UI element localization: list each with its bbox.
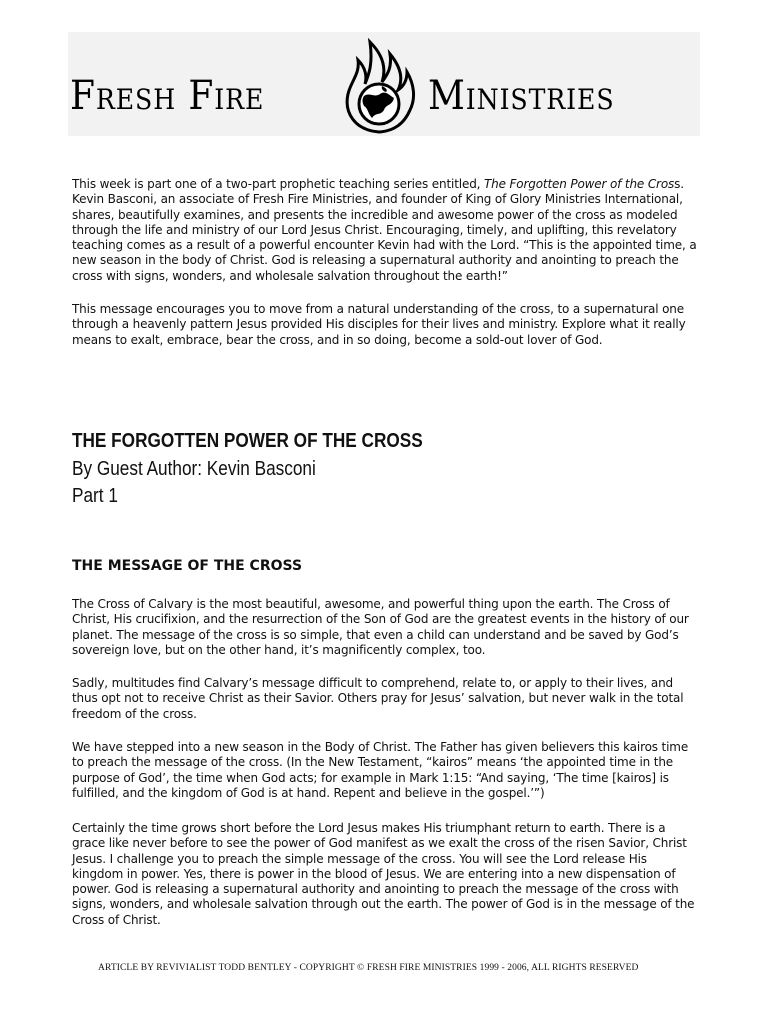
- logo-text-right: Ministries: [428, 73, 615, 119]
- series-title: The Forgotten Power of the Cros: [483, 177, 675, 191]
- body-paragraph: Sadly, multitudes find Calvary’s message difficult to comprehend, relate to, or apply to their lives, and thus opt not to receive Christ as their Savior. Others pray for Jesus’ salvation, but never walk in the total freedom of the cross.: [72, 676, 684, 721]
- body-paragraph: Certainly the time grows short before the Lord Jesus makes His triumphant return to earth. There is a grace like never before to see the power of God manifest as we exalt the cross of the risen Savior, Christ Jesus. I challenge you to preach the simple message of the cross. You will see the Lord release His kingdom in power. Yes, there is power in the blood of Jesus. We are entering into a new dispensation of power. God is releasing a supernatural authority and anointing to preach the message of the cross with signs, wonders, and wholesale salvation through out the earth. The power of God is in the message of the Cross of Christ.: [72, 821, 695, 927]
- logo-text-left: Fresh Fire: [70, 73, 265, 119]
- section-heading: THE MESSAGE OF THE CROSS: [72, 558, 303, 574]
- body-paragraph: The Cross of Calvary is the most beautiful, awesome, and powerful thing upon the earth. The Cross of Christ, His crucifixion, and the resurrection of the Son of God are the greatest events in the history of our planet. The message of the cross is so simple, that even a child can understand and be saved by God’s sovereign love, but on the other hand, it’s magnificently complex, too.: [72, 597, 689, 657]
- flame-globe-logo-icon: [340, 34, 418, 134]
- footer-copyright: ARTICLE BY REVIVIALIST TODD BENTLEY - COPYRIGHT © FRESH FIRE MINISTRIES 1999 - 2006, ALL RIGHTS RESERVED: [98, 963, 639, 973]
- intro-paragraph-1: This week is part one of a two-part prophetic teaching series entitled, The Forgotten Power of the Cross. Kevin Basconi, an associate of Fresh Fire Ministries, and founder of King of Glory Ministries International, shares, beautifully examines, and presents the incredible and awesome power of the cross as modeled through the life and ministry of our Lord Jesus Christ. Encouraging, timely, and uplifting, this revelatory teaching comes as a result of a powerful encounter Kevin had with the Lord. “This is the appointed time, a new season in the body of Christ. God is releasing a supernatural authority and anointing to preach the cross with signs, wonders, and wholesale salvation throughout the earth!”: [72, 177, 697, 283]
- article-part: Part 1: [72, 485, 118, 507]
- article-byline: By Guest Author: Kevin Basconi: [72, 458, 316, 480]
- intro-paragraph-2: This message encourages you to move from a natural understanding of the cross, to a supernatural one through a heavenly pattern Jesus provided His disciples for their lives and ministry. Explore what it really means to exalt, embrace, bear the cross, and in so doing, become a sold-out lover of God.: [72, 302, 686, 347]
- body-paragraph: We have stepped into a new season in the Body of Christ. The Father has given believers this kairos time to preach the message of the cross. (In the New Testament, “kairos” means ‘the appointed time in the purpose of God’, the time when God acts; for example in Mark 1:15: “And saying, ‘The time [kairos] is fulfilled, and the kingdom of God is at hand. Repent and believe in the gospel.’”): [72, 740, 689, 800]
- article-title: THE FORGOTTEN POWER OF THE CROSS: [72, 430, 423, 452]
